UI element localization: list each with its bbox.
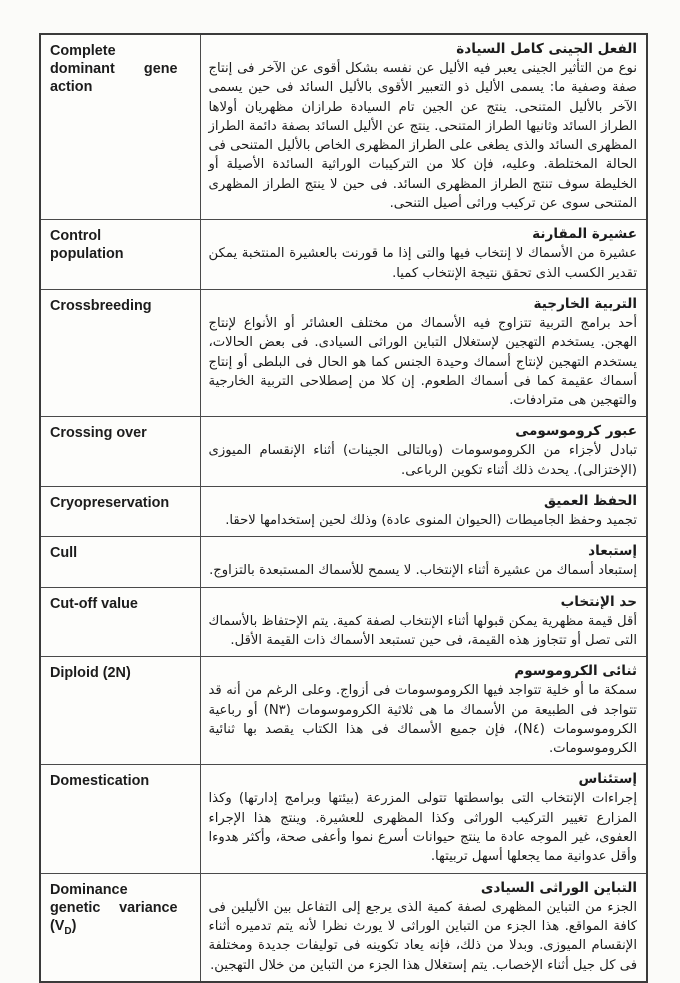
arabic-definition: الجزء من التباين المظهرى لصفة كمية الذى يرجع إلى التفاعل بين الأليلين فى كافة المواقع. هذا الجزء من التباين الوراثى لا يورث نظرا لأنه يتم تدميره أثناء الإنقسام الميوزى. وبدلا من ذلك، فإنه يعاد تكوينه فى توليفات جديدة ومختلفة فى كل جيل أثناء الإخصاب. يتم إستغلال هذا الجزء من التباين من خلال التهجين. xyxy=(208,899,637,973)
arabic-definition: نوع من التأثير الجينى يعبر فيه الأليل عن نفسه بشكل أقوى عن الآخر فى إنتاج صفة وصفية ما: يسمى الأليل ذو التعبير الأقوى بالأليل السائد فى حين يسمى الآخر بالأليل المتنحى. ينتج عن الجين تام السيادة طرازان مظهريان أولاها الطراز السائد وثانيها الطراز المتنحى. ينتج عن الأليل السائد بصفة دائمة الطراز المظهرى السائد والذى يطغى على الطراز المظهرى الخاص بالأليل المتنحى فى الحالة المختلطة. وعليه، فإن كلا من التركيبات الوراثية السائدة الأصيلة أو الخليطة سوف تنتج الطراز المظهرى السائد. فى حين لا ينتج الطراز المظهرى المتنحى سوى عن تركيب وراثى أصيل التنحى. xyxy=(208,61,637,212)
arabic-heading: التربية الخارجية xyxy=(533,295,637,312)
term-text: Dominance genetic variance (V xyxy=(50,881,178,934)
arabic-definition: عشيرة من الأسماك لا إنتخاب فيها والتى إذا ما قورنت بالعشيرة المنتخبة يمكن تقدير الكسب الذى تحقق نتيجة الإنتخاب كميا. xyxy=(208,246,637,281)
arabic-definition: تبادل لأجزاء من الكروموسومات (وبالتالى الجينات) أثناء الإنقسام الميوزى (الإختزالى). يحدث ذلك أثناء تكوين الرباعى. xyxy=(208,443,637,478)
term-cell xyxy=(40,765,200,873)
table-row xyxy=(40,537,647,587)
arabic-definition: إجراءات الإنتخاب التى بواسطتها تتولى المزرعة (بيئتها وبرامج إدارتها) وكذا المزارع تغيير التركيب الوراثى وكذا المظهرى للعشيرة. وينتج هذا الإجراء العفوى، غير الموجه عادة ما ينتج حيوانات أسرع نموا وأعفى صحة، وأكثر هدوءا وأقل عدوانية مما يجعلها أسهل تربيتها. xyxy=(208,791,637,865)
term-cell xyxy=(40,537,200,587)
term-cell xyxy=(40,587,200,657)
glossary-table xyxy=(39,33,648,983)
definition-cell xyxy=(200,417,647,487)
term-cell xyxy=(40,289,200,416)
table-row xyxy=(40,873,647,982)
term-cell xyxy=(40,487,200,537)
arabic-heading: إستبعاد xyxy=(588,543,637,560)
arabic-definition: أحد برامج التربية تتزاوج فيه الأسماك من مختلف العشائر أو الأنواع لإنتاج الهجن. يستخدم التهجين لإستغلال التباين الوراثى السيادى. فى بعض الحالات، يستخدم التهجين لإنتاج أسماك وحيدة الجنس كما هو الحال فى البلطى أو إنتاج أسماك عقيمة كما فى أسماك الطعوم. إن كلا من إصطلاحى التربية الخارجية والتهجين هى مترادفات. xyxy=(208,315,637,409)
term-cell xyxy=(40,417,200,487)
table-row xyxy=(40,587,647,657)
term-text: Control population xyxy=(50,228,124,263)
term-cell xyxy=(40,34,200,220)
term-cell xyxy=(40,657,200,765)
definition-cell xyxy=(200,34,647,220)
term-text: Domestication xyxy=(50,773,150,790)
arabic-heading: الحفظ العميق xyxy=(544,493,637,510)
term-cell xyxy=(40,220,200,290)
table-row xyxy=(40,34,647,220)
table-row xyxy=(40,289,647,416)
definition-cell xyxy=(200,587,647,657)
definition-cell xyxy=(200,220,647,290)
term-text: Complete dominant gene action xyxy=(50,43,178,95)
term-suffix: ) xyxy=(71,917,77,934)
definition-cell xyxy=(200,657,647,765)
term-text: Diploid (2N) xyxy=(50,665,131,682)
term-text: Cryopreservation xyxy=(50,495,170,512)
arabic-heading: عشيرة المقارنة xyxy=(532,226,637,243)
term-cell xyxy=(40,873,200,982)
arabic-definition: سمكة ما أو خلية تتواجد فيها الكروموسومات فى أزواج. وعلى الرغم من أنه قد تتواجد فى الطبيعة من الأسماك ما هى ثلاثية الكروموسومات (N٣) أو رباعية الكروموسومات (N٤)، فإن جميع الأسماك فى هذا الكتاب يقصد بها ثنائية الكروموسومات. xyxy=(208,683,637,757)
term-subscript: D xyxy=(64,925,72,937)
term-text: Cut-off value xyxy=(50,595,138,612)
term-text: Crossbreeding xyxy=(50,297,152,314)
arabic-heading: إستئناس xyxy=(578,771,637,788)
arabic-heading: عبور كروموسومى xyxy=(515,423,637,440)
table-row xyxy=(40,417,647,487)
arabic-heading: الفعل الجينى كامل السيادة xyxy=(456,41,637,57)
arabic-heading: ثنائى الكروموسوم xyxy=(514,663,637,680)
term-text: Cull xyxy=(50,545,78,562)
glossary-table-body xyxy=(40,34,647,982)
definition-cell xyxy=(200,289,647,416)
term-text: Crossing over xyxy=(50,425,147,442)
arabic-definition: إستبعاد أسماك من عشيرة أثناء الإنتخاب. لا يسمح للأسماك المستبعدة بالتزاوج. xyxy=(209,563,637,579)
definition-cell xyxy=(200,873,647,982)
arabic-heading: حد الإنتخاب xyxy=(560,593,637,610)
definition-cell xyxy=(200,537,647,587)
arabic-definition: أقل قيمة مظهرية يمكن قبولها أثناء الإنتخاب لصفة كمية. يتم الإحتفاظ بالأسماك التى تصل أو تتجاوز هذه القيمة، فى حين تستبعد الأسماك ذات القيمة الأقل. xyxy=(208,613,637,648)
definition-cell xyxy=(200,765,647,873)
table-row xyxy=(40,765,647,873)
arabic-heading: التباين الوراثى السيادى xyxy=(480,879,637,896)
table-row xyxy=(40,220,647,290)
table-row xyxy=(40,487,647,537)
definition-cell xyxy=(200,487,647,537)
table-row xyxy=(40,657,647,765)
arabic-definition: تجميد وحفظ الجاميطات (الحيوان المنوى عادة) وذلك لحين إستخدامها لاحقا. xyxy=(225,513,637,529)
